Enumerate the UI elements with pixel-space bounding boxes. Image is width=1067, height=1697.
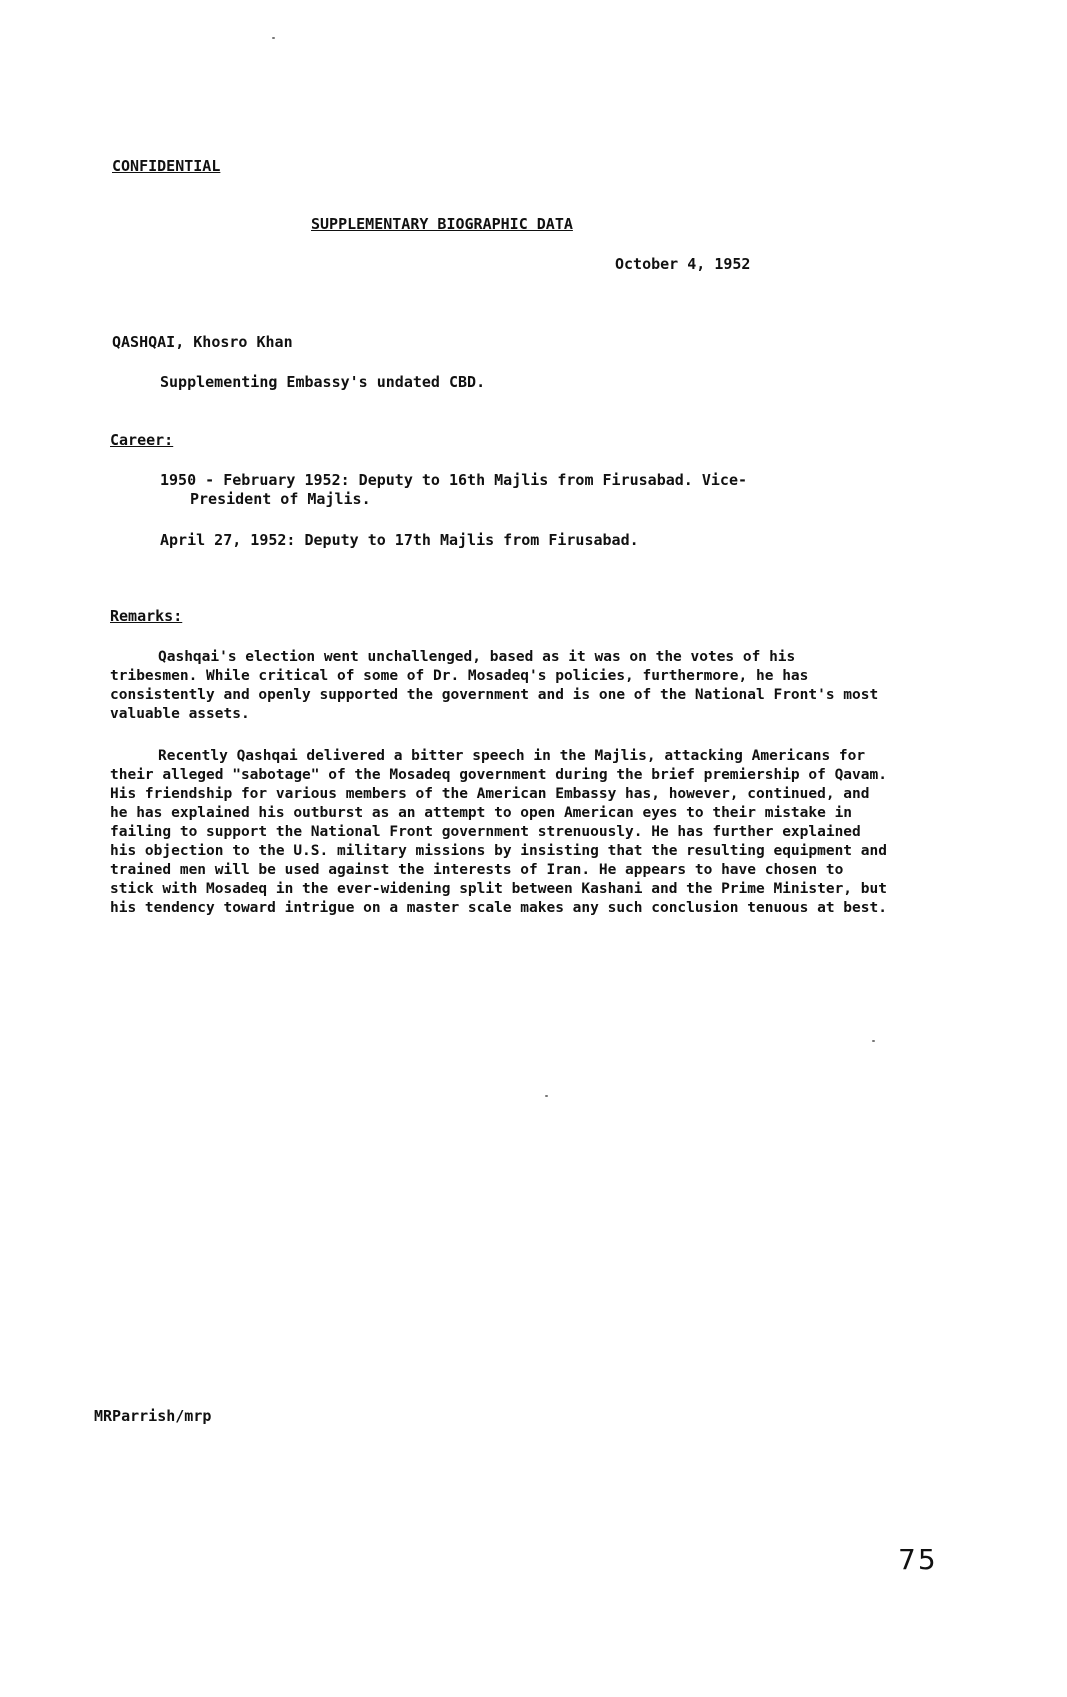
document-title: SUPPLEMENTARY BIOGRAPHIC DATA — [311, 215, 573, 233]
remarks-paragraph: Recently Qashqai delivered a bitter speech in the Majlis, attacking Americans for their alleged "sabotage" of the Mosadeq government during the brief premiership of Qavam. His friendship for various members of the American Embassy has, however, continued, and he has explained his outburst as an attempt to open American eyes to their mistake in failing to support the National Front government strenuously. He has further explained his objection to the U.S. military missions by insisting that the resulting equipment and trained men will be used against the interests of Iran. He appears to have chosen to stick with Mosadeq in the ever-widening split between Kashani and the Prime Minister, but his tendency toward intrigue on a master scale makes any such conclusion tenuous at best. — [110, 748, 887, 916]
scan-speck — [545, 1095, 548, 1097]
document-date: October 4, 1952 — [615, 255, 751, 273]
career-entry — [160, 471, 840, 509]
career-entry — [160, 531, 840, 550]
page-number: 75 — [898, 1543, 938, 1576]
scan-speck — [872, 1040, 875, 1042]
career-heading: Career: — [110, 431, 174, 449]
drafter-initials: MRParrish/mrp — [94, 1407, 212, 1425]
remarks-paragraph: Qashqai's election went unchallenged, based as it was on the votes of his tribesmen. While critical of some of Dr. Mosadeq's policies, furthermore, he has consistently and openly supported the government and is one of the National Front's most valuable assets. — [110, 649, 879, 722]
career-entry-line: 1950 - February 1952: Deputy to 16th Majlis from Firusabad. Vice- — [160, 471, 747, 489]
career-entry-continuation: President of Majlis. — [190, 490, 371, 508]
subject-note: Supplementing Embassy's undated CBD. — [160, 373, 486, 391]
subject-name: QASHQAI, Khosro Khan — [112, 333, 293, 351]
remarks-heading: Remarks: — [110, 607, 183, 625]
classification-marking: CONFIDENTIAL — [112, 157, 221, 175]
career-entry-line: April 27, 1952: Deputy to 17th Majlis from Firusabad. — [160, 531, 639, 549]
scan-speck — [272, 37, 275, 39]
